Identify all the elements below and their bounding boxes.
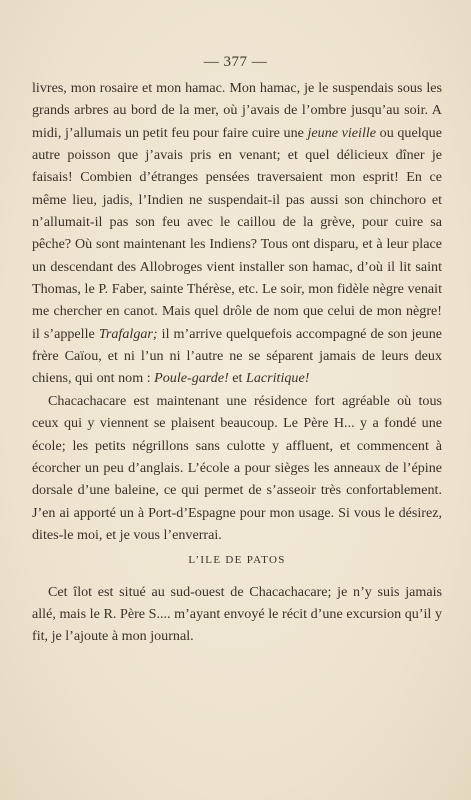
paragraph-1-text-3: il m’arrive quelquefois accompagné de son jeune frère Caïou, et ni l’un ni l’autre ne se séparent jamais de leurs deux chiens, qui ont nom : xyxy=(32,325,442,387)
paragraph-1 xyxy=(32,77,442,390)
paragraph-2: Chacachacare est maintenant une résidence fort agréable où tous ceux qui y viennent se plaisent beaucoup. Le Père H... y a fondé une école; les petits négrillons sans culotte y affluent, et commencent à écorcher un peu d’anglais. L’école a pour sièges les anneaux de l’épine dorsale d’une baleine, ce qui permet de s’asseoir très confortablement. J’en ai apporté un à Port-d’Espagne pour mon usage. Si vous le désirez, dites-le moi, et je vous l’enverrai. xyxy=(32,392,442,543)
italic-trafalgar: Trafalgar; xyxy=(98,325,158,342)
section-heading: L’ILE DE PATOS xyxy=(188,554,286,567)
paragraph-3: Cet îlot est situé au sud-ouest de Chacachacare; je n’y suis jamais allé, mais le R. Père S.... m’ayant envoyé le récit d’une excursion qu’il y fit, je l’ajoute à mon journal. xyxy=(32,583,442,645)
paragraph-1-text: livres, mon rosaire et mon hamac. Mon hamac, je le suspendais sous les grands arbres au bord de la mer, où j’avais de l’ombre jusqu’au soir. A midi, j’allumais un petit feu pour faire cuire une xyxy=(32,80,442,141)
page-number: — 377 — xyxy=(203,54,268,70)
italic-jeune-vieille: jeune vieille xyxy=(307,124,377,141)
body-text xyxy=(32,77,442,648)
paragraph-1-text-2: ou quelque autre poisson que j’avais pris en venant; et quel délicieux dîner je faisais! Combien d’étranges pensées traversaient mon esprit! En ce même lieu, jadis, l’Indien ne suspendait-il pas aussi son chinchoro et n’allumait-il pas son feu avec le caillou de la grève, pour cuire sa pêche? Où sont maintenant les Indiens? Tous ont disparu, et à leur place un descendant des Allobroges vient installer son hamac, d’où il lit saint Thomas, le P. Faber, sainte Thérèse, etc. Le soir, mon fidèle nègre venait me chercher en canot. Mais quel drôle de nom que celui de mon nègre! il s’appelle xyxy=(32,124,442,342)
paragraph-1-text-4: et xyxy=(228,370,246,387)
italic-lacritique: Lacritique! xyxy=(245,370,310,387)
italic-poule-garde: Poule-garde! xyxy=(154,370,229,387)
